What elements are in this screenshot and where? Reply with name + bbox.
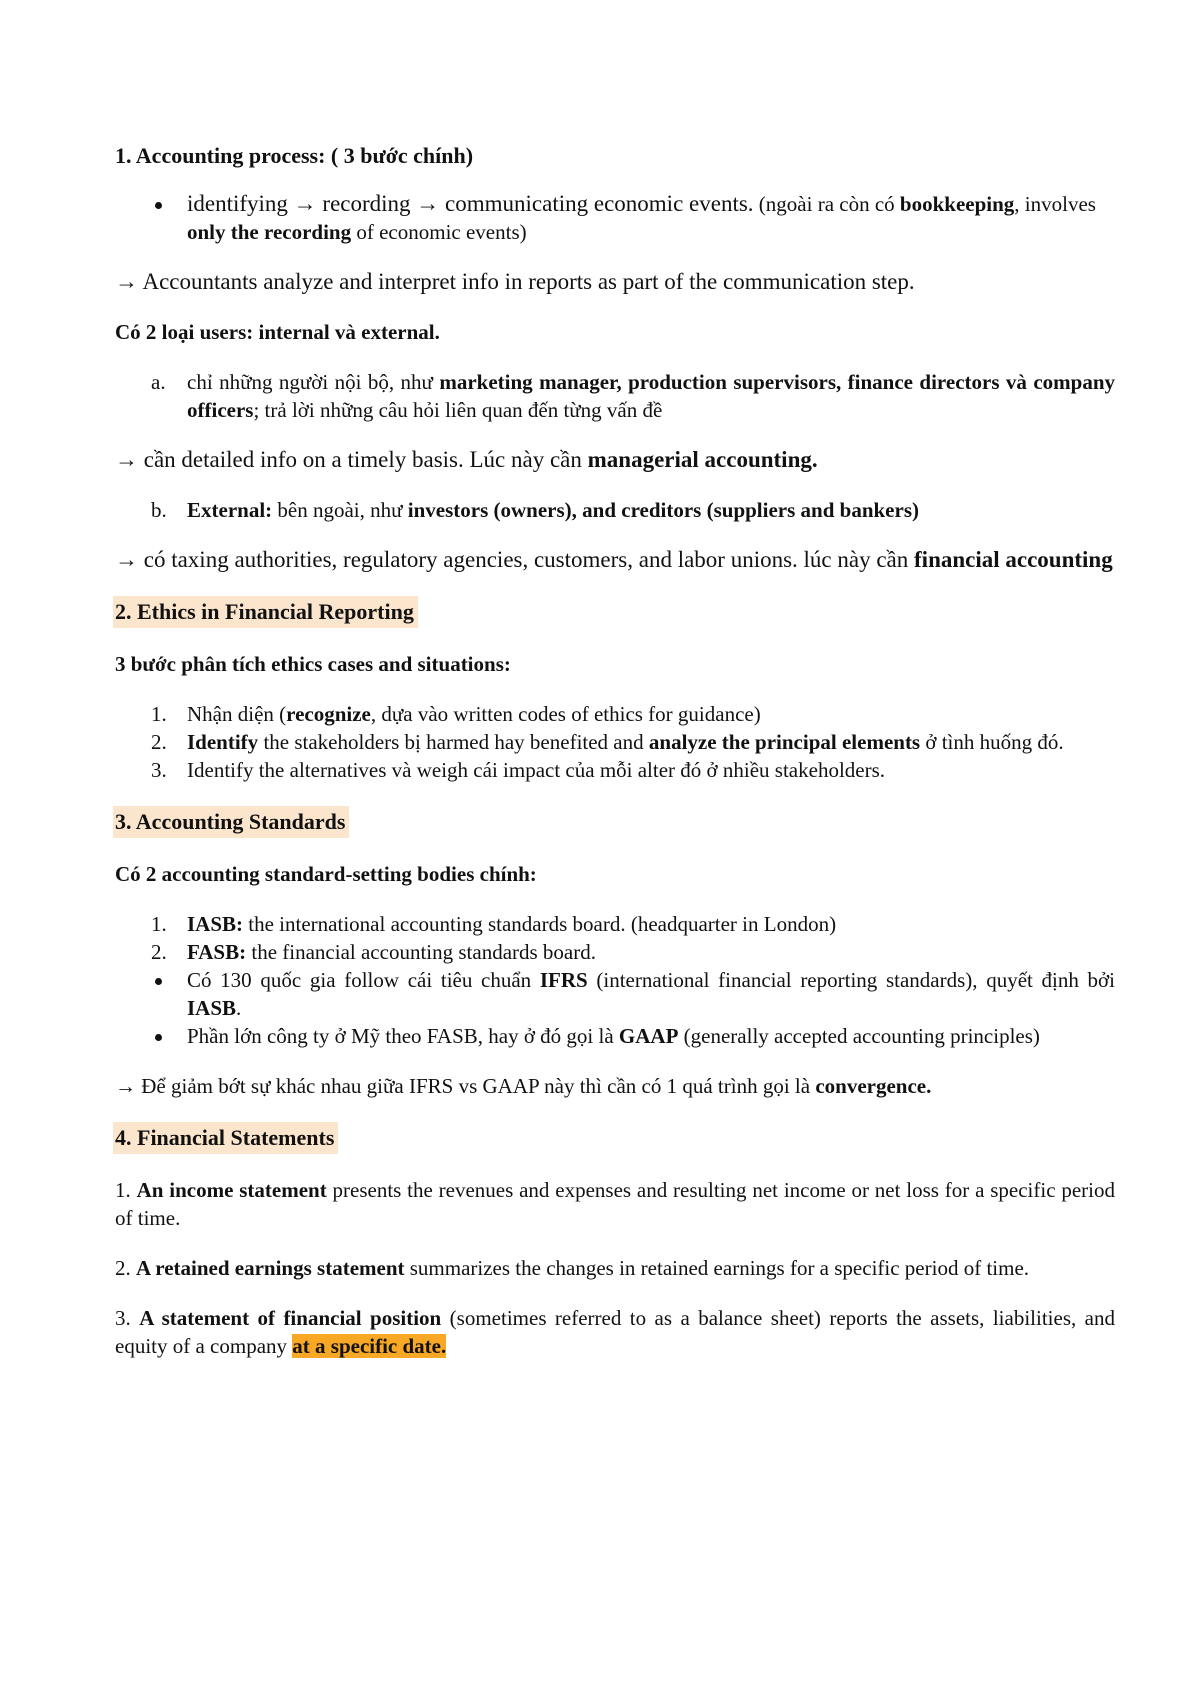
text: → có taxing authorities, regulatory agencies, customers, and labor unions. lúc này cần: [115, 547, 915, 572]
list-marker: 1.: [151, 702, 167, 726]
section-2-intro: 3 bước phân tích ethics cases and situations:: [115, 652, 511, 676]
list-item-b: [115, 496, 1115, 524]
text: , involves: [1014, 192, 1096, 216]
bold-text: A retained earnings statement: [136, 1256, 405, 1280]
paragraph-retained-earnings: [115, 1254, 1115, 1282]
text: → cần detailed info on a timely basis. Lúc này cần: [115, 447, 588, 472]
bold-text: FASB:: [187, 940, 247, 964]
highlighted-text: at a specific date.: [292, 1334, 447, 1358]
paragraph-financial-position: [115, 1304, 1115, 1360]
section-1-bullet: [115, 190, 1115, 246]
section-3: [115, 806, 1115, 838]
section-3-intro: Có 2 accounting standard-setting bodies chính:: [115, 862, 537, 886]
list-item: [115, 756, 1115, 784]
paragraph-income-statement: [115, 1176, 1115, 1232]
list-item-a: [115, 368, 1115, 424]
bullet-icon: [155, 202, 162, 209]
text: the financial accounting standards board.: [246, 940, 596, 964]
bold-text: bookkeeping: [899, 192, 1015, 216]
paragraph: → Accountants analyze and interpret info in reports as part of the communication step.: [115, 269, 915, 294]
text: Phần lớn công ty ở Mỹ theo FASB, hay ở đó gọi là: [187, 1024, 619, 1048]
text: (generally accepted accounting principles): [678, 1024, 1040, 1048]
bold-text: financial accounting: [914, 547, 1113, 572]
list-item: [115, 938, 1115, 966]
bold-text: External:: [187, 498, 278, 522]
bold-text: analyze the principal elements: [648, 730, 921, 754]
text: → Để giảm bớt sự khác nhau giữa IFRS vs GAAP này thì cần có 1 quá trình gọi là: [115, 1074, 816, 1098]
text: (international financial reporting standards), quyết định bởi: [587, 968, 1115, 992]
text: Identify the alternatives và weigh cái impact của mỗi alter đó ở nhiều stakeholders.: [187, 758, 886, 782]
bold-text: IFRS: [539, 968, 588, 992]
bold-text: IASB:: [187, 912, 244, 936]
text: ; trả lời những câu hỏi liên quan đến từng vấn đề: [253, 398, 663, 422]
list-marker: b.: [151, 498, 167, 522]
bold-text: convergence.: [815, 1074, 932, 1098]
text: presents the revenues and expenses and resulting net income or net loss for a specific period of time.: [115, 1178, 1115, 1230]
bold-text: marketing manager, production supervisors, finance directors và company officers: [187, 370, 1115, 422]
section-3-heading: 3. Accounting Standards: [113, 806, 349, 838]
users-intro: Có 2 loại users: internal và external.: [115, 320, 440, 344]
bold-text: GAAP: [618, 1024, 679, 1048]
text: 1.: [115, 1178, 137, 1202]
section-4: [115, 1122, 1115, 1154]
text: ở tình huống đó.: [920, 730, 1064, 754]
text: 3.: [115, 1306, 140, 1330]
paragraph: [115, 1072, 1115, 1100]
text: , dựa vào written codes of ethics for guidance): [370, 702, 761, 726]
text: Nhận diện (: [187, 702, 287, 726]
text: the international accounting standards board. (headquarter in London): [243, 912, 837, 936]
bold-text: IASB: [187, 996, 237, 1020]
section-2: [115, 596, 1115, 628]
bold-text: A statement of financial position: [139, 1306, 442, 1330]
text: summarizes the changes in retained earnings for a specific period of time.: [404, 1256, 1030, 1280]
text: of economic events): [351, 220, 527, 244]
list-item: [115, 910, 1115, 938]
list-marker: 3.: [151, 758, 167, 782]
list-marker: 1.: [151, 912, 167, 936]
paragraph: [115, 546, 1115, 574]
text: bên ngoài, như: [277, 498, 408, 522]
bullet-icon: [155, 978, 162, 985]
list-marker: a.: [151, 370, 166, 394]
text: Có 130 quốc gia follow cái tiêu chuẩn: [187, 968, 540, 992]
section-3-list: [115, 910, 1115, 1050]
paragraph: [115, 446, 1115, 474]
list-item: [115, 966, 1115, 1022]
process-steps: identifying → recording → communicating economic events.: [187, 191, 754, 216]
document-page: [115, 140, 1115, 1382]
list-marker: 2.: [151, 940, 167, 964]
list-item: [115, 728, 1115, 756]
list-marker: 2.: [151, 730, 167, 754]
text: (ngoài ra còn có: [753, 192, 900, 216]
section-4-heading: 4. Financial Statements: [113, 1122, 338, 1154]
bold-text: managerial accounting.: [587, 447, 818, 472]
text: the stakeholders bị harmed hay benefited and: [258, 730, 649, 754]
section-1: [115, 140, 1115, 172]
bullet-icon: [155, 1034, 162, 1041]
section-2-list: [115, 700, 1115, 784]
bold-text: only the recording: [187, 220, 352, 244]
text: chỉ những người nội bộ, như: [187, 370, 440, 394]
section-1-heading: 1. Accounting process: ( 3 bước chính): [115, 143, 474, 168]
list-item: [115, 700, 1115, 728]
list-item: [115, 1022, 1115, 1050]
bold-text: Identify: [187, 730, 259, 754]
bold-text: recognize: [286, 702, 371, 726]
text: (sometimes referred to as a balance sheet) reports the assets, liabilities, and equity of a company: [115, 1306, 1115, 1358]
text: 2.: [115, 1256, 136, 1280]
bold-text: An income statement: [136, 1178, 327, 1202]
bold-text: investors (owners), and creditors (suppliers and bankers): [407, 498, 919, 522]
text: .: [236, 996, 242, 1020]
section-2-heading: 2. Ethics in Financial Reporting: [113, 596, 418, 628]
